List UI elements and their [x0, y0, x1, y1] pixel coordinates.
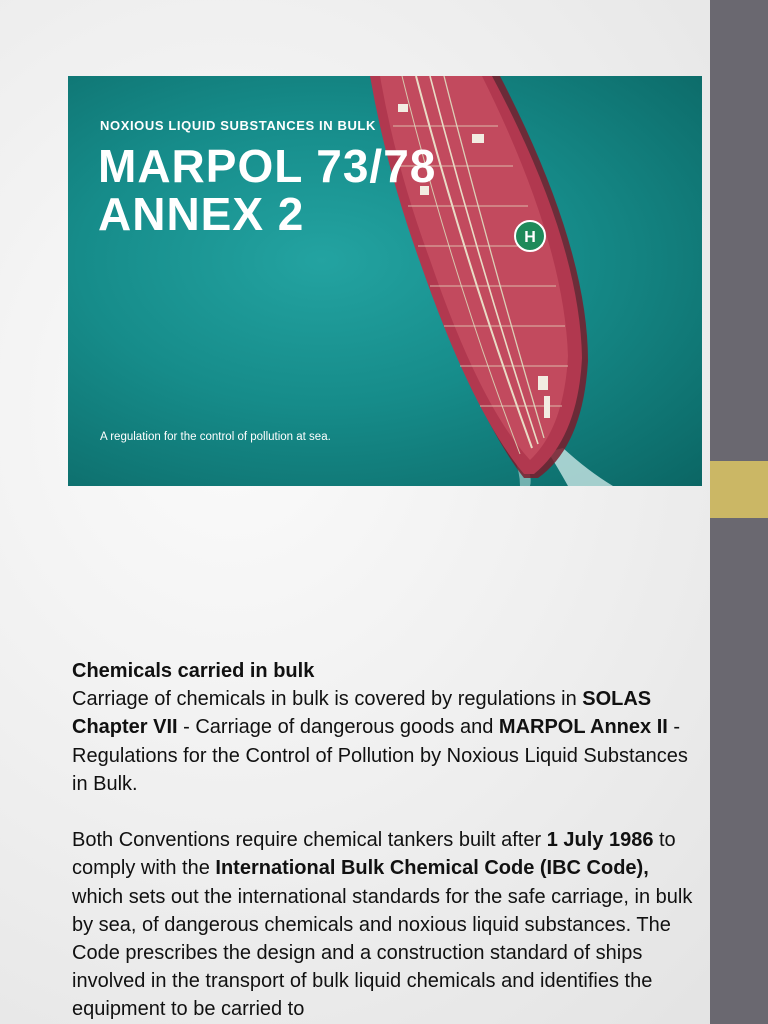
hero-title: [98, 142, 436, 238]
paragraph-1: [72, 657, 702, 798]
p2-bold-date: 1 July 1986: [546, 829, 654, 852]
p2-bold-ibc: International Bulk Chemical Code (IBC Code),: [215, 857, 649, 880]
body-text: [72, 657, 702, 1024]
p2-text-1: Both Conventions require chemical tankers built after: [72, 829, 547, 852]
p1-text-2: - Carriage of dangerous goods and: [177, 716, 499, 739]
hero-eyebrow: NOXIOUS LIQUID SUBSTANCES IN BULK: [100, 118, 376, 133]
hero-tagline: A regulation for the control of pollution at sea.: [100, 431, 331, 443]
hero-image: [68, 76, 702, 486]
p1-text-3: - Regulations for the Control of Pollution by Noxious Liquid Substances in Bulk.: [72, 716, 688, 795]
p1-bold-solas: SOLAS Chapter VII: [72, 688, 652, 739]
p1-text-1: Carriage of chemicals in bulk is covered by regulations in: [72, 688, 583, 711]
helipad-letter: H: [524, 229, 536, 246]
p1-bold-marpol: MARPOL Annex II: [498, 716, 668, 739]
paragraph-2: [72, 826, 702, 1023]
p2-text-3: which sets out the international standards for the safe carriage, in bulk by sea, of dangerous chemicals and noxious liquid substances. The Code prescribes the design and a construction standard of ships involved in the transport of bulk liquid chemicals and identifies the equipment to be carried to: [72, 885, 693, 1021]
section-heading: Chemicals carried in bulk: [72, 660, 315, 682]
tanker-ship-illustration: [68, 76, 702, 486]
p2-text-2: to comply with the: [72, 829, 676, 880]
hero-title-line1: MARPOL 73/78: [98, 140, 437, 192]
side-accent-block: [710, 461, 768, 518]
hero-title-line2: ANNEX 2: [98, 188, 305, 240]
